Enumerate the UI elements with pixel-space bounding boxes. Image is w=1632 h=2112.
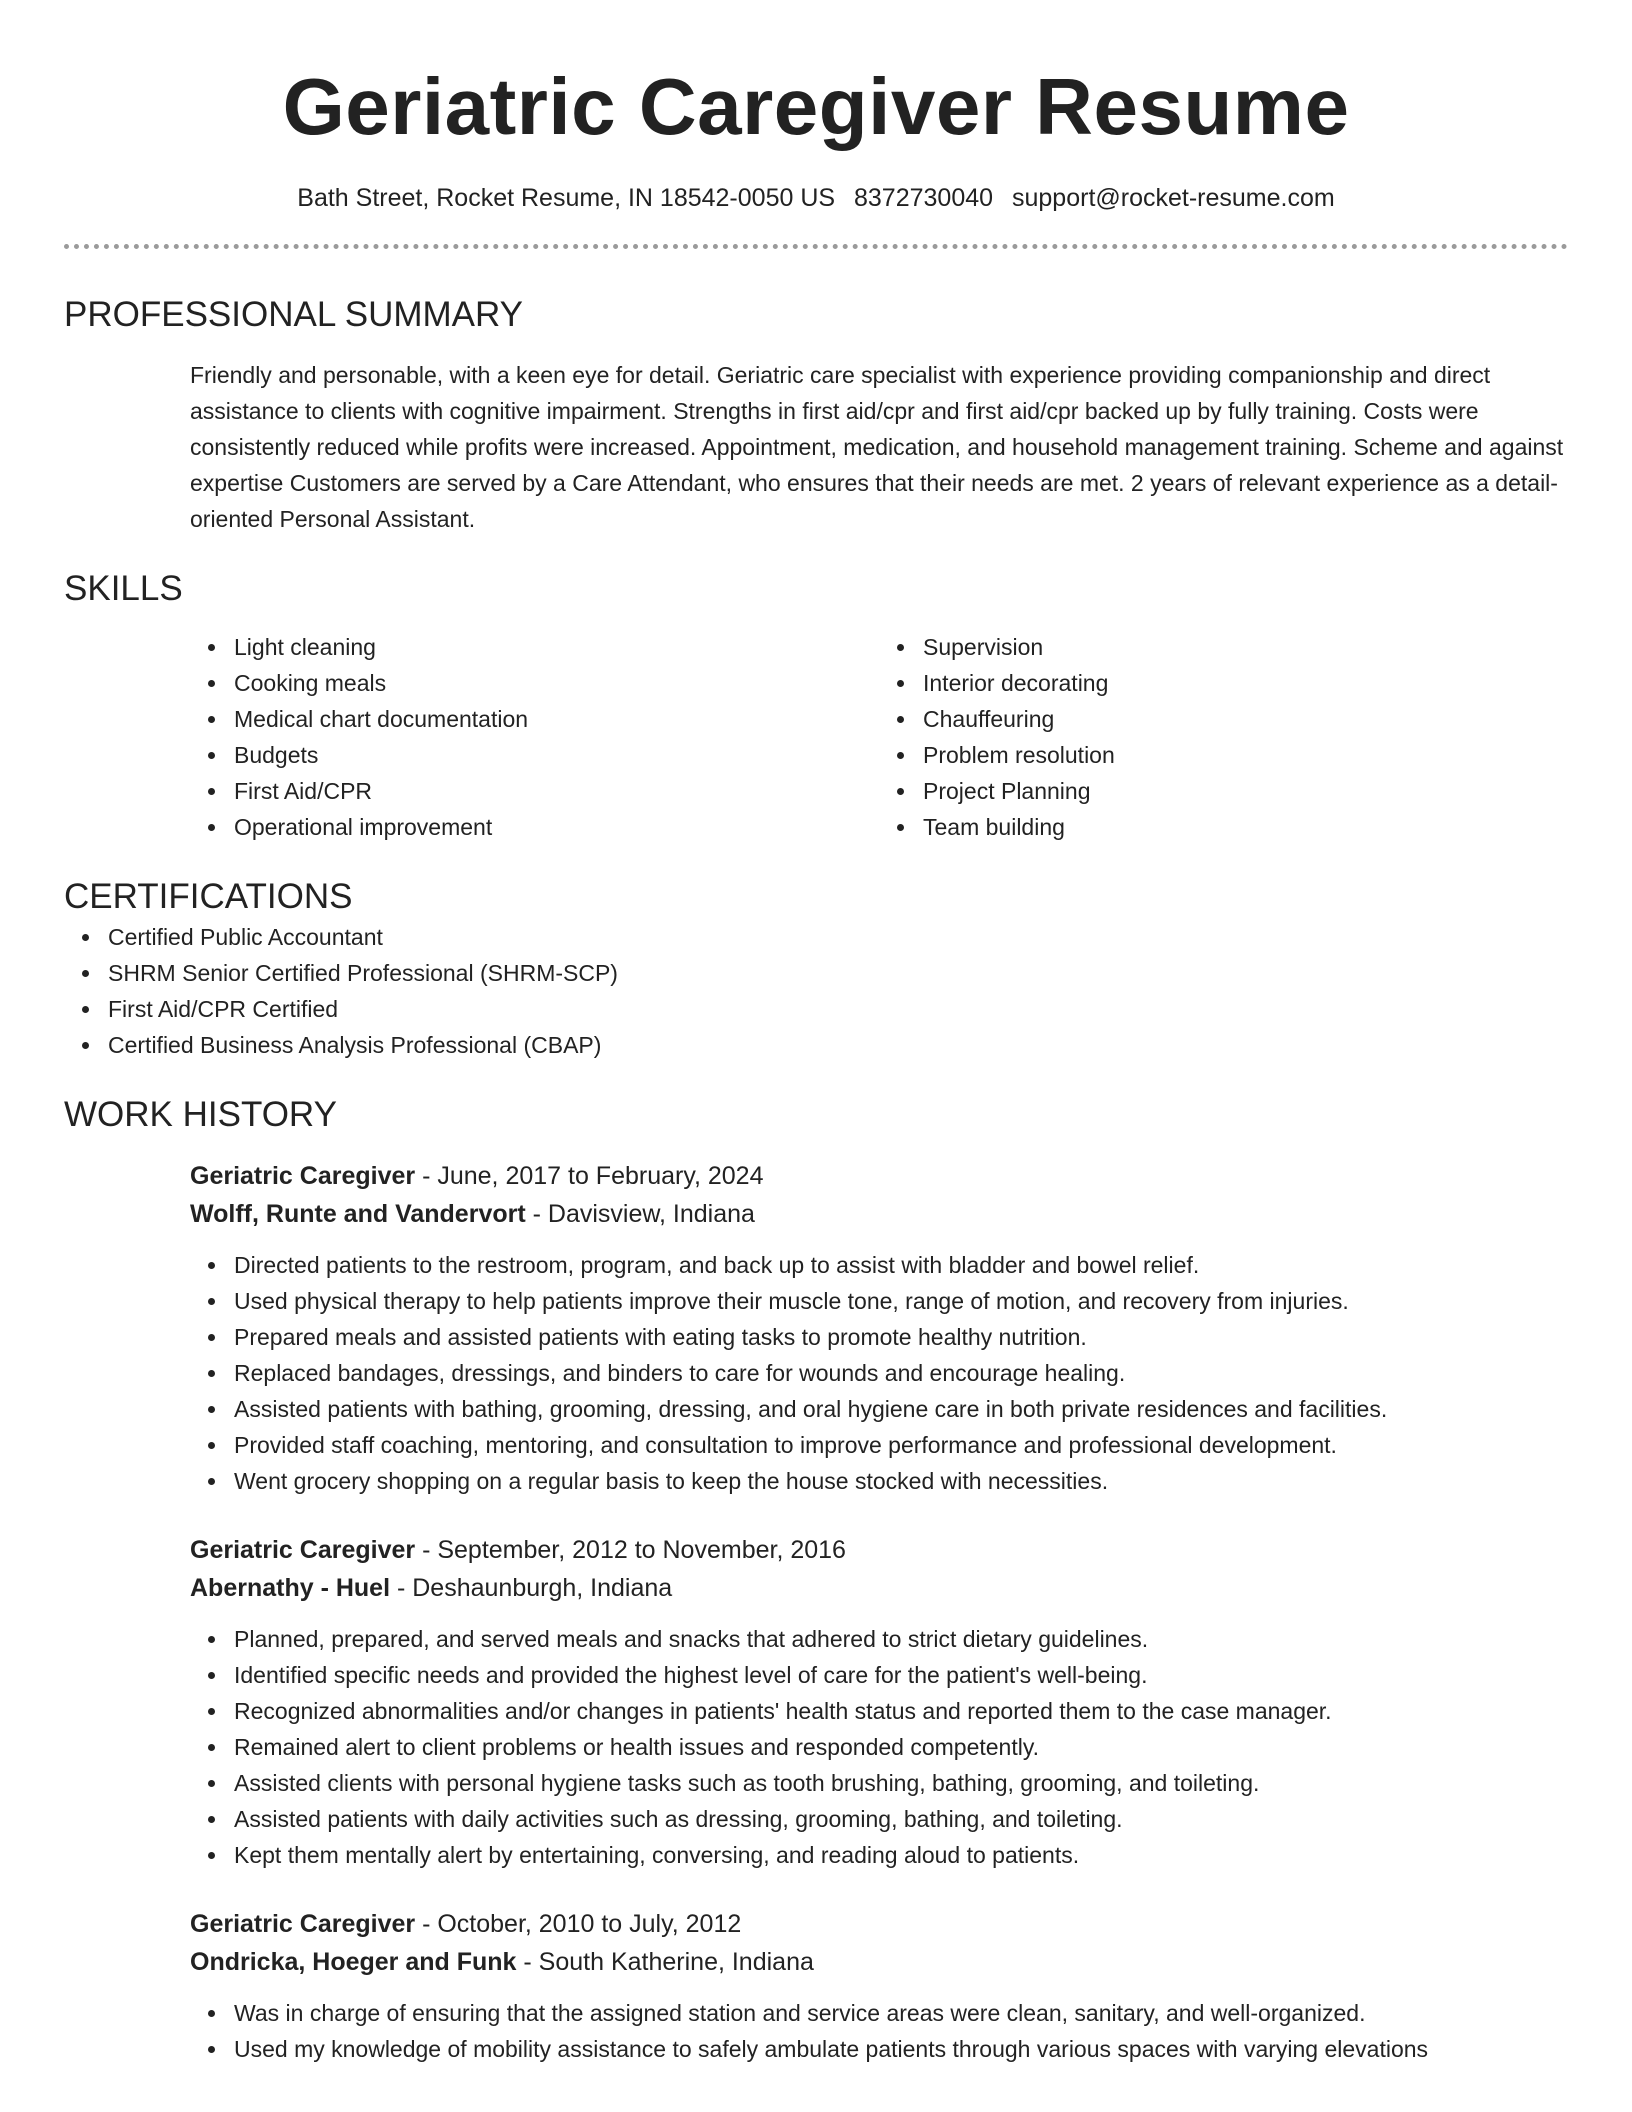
skill-item: Team building <box>923 809 1568 845</box>
job-location: - South Katherine, Indiana <box>516 1948 814 1976</box>
job-title-line <box>190 1531 1568 1569</box>
job-duty: Used physical therapy to help patients improve their muscle tone, range of motion, and recovery from injuries. <box>234 1283 1568 1319</box>
job-duty: Identified specific needs and provided the highest level of care for the patient's well-being. <box>234 1657 1568 1693</box>
job-company: Wolff, Runte and Vandervort <box>190 1200 526 1228</box>
job-duty: Replaced bandages, dressings, and binders to care for wounds and encourage healing. <box>234 1355 1568 1391</box>
skills-column-right <box>879 629 1568 845</box>
skills-grid <box>190 629 1568 845</box>
contact-line <box>64 182 1568 214</box>
certifications-list <box>64 919 1568 1063</box>
job-duty: Assisted patients with daily activities such as dressing, grooming, bathing, and toileting. <box>234 1801 1568 1837</box>
skill-item: Chauffeuring <box>923 701 1568 737</box>
certification-item: First Aid/CPR Certified <box>108 991 1568 1027</box>
certification-item: Certified Business Analysis Professional (CBAP) <box>108 1027 1568 1063</box>
job-company: Ondricka, Hoeger and Funk <box>190 1948 517 1976</box>
job-dates: - September, 2012 to November, 2016 <box>415 1536 846 1564</box>
summary-text: Friendly and personable, with a keen eye for detail. Geriatric care specialist with experience providing companionship and direct assistance to clients with cognitive impairment. Strengths in first aid/cpr and first aid/cpr backed up by fully training. Costs were consistently reduced while profits were increased. Appointment, medication, and household management training. Scheme and against expertise Customers are served by a Care Attendant, who ensures that their needs are met. 2 years of relevant experience as a detail-oriented Personal Assistant. <box>190 362 1564 532</box>
contact-address: Bath Street, Rocket Resume, IN 18542-0050 US <box>297 184 836 212</box>
job-duty: Was in charge of ensuring that the assigned station and service areas were clean, sanitary, and well-organized. <box>234 1995 1568 2031</box>
job-duties-list <box>190 1995 1568 2067</box>
job-title: Geriatric Caregiver <box>190 1536 416 1564</box>
job-dates: - October, 2010 to July, 2012 <box>415 1910 742 1938</box>
job-duty: Assisted clients with personal hygiene tasks such as tooth brushing, bathing, grooming, and toileting. <box>234 1765 1568 1801</box>
resume-title: Geriatric Caregiver Resume <box>282 62 1350 151</box>
job-company: Abernathy - Huel <box>190 1574 391 1602</box>
work-history-heading: WORK HISTORY <box>64 1095 337 1134</box>
job-duties-list <box>190 1247 1568 1499</box>
certification-item: Certified Public Accountant <box>108 919 1568 955</box>
job-entry <box>190 1531 1568 1873</box>
job-location: - Davisview, Indiana <box>525 1200 755 1228</box>
skill-item: Medical chart documentation <box>234 701 879 737</box>
job-duties-list <box>190 1621 1568 1873</box>
skill-item: Cooking meals <box>234 665 879 701</box>
skills-column-left <box>190 629 879 845</box>
job-company-line <box>190 1195 1568 1233</box>
job-duty: Prepared meals and assisted patients with eating tasks to promote healthy nutrition. <box>234 1319 1568 1355</box>
skill-item: Supervision <box>923 629 1568 665</box>
job-title-line <box>190 1905 1568 1943</box>
job-duty: Used my knowledge of mobility assistance to safely ambulate patients through various spaces with varying elevations <box>234 2031 1568 2067</box>
job-duty: Provided staff coaching, mentoring, and consultation to improve performance and professional development. <box>234 1427 1568 1463</box>
job-duty: Directed patients to the restroom, program, and back up to assist with bladder and bowel relief. <box>234 1247 1568 1283</box>
skill-item: First Aid/CPR <box>234 773 879 809</box>
skill-item: Operational improvement <box>234 809 879 845</box>
contact-phone: 8372730040 <box>854 184 994 212</box>
skills-heading: SKILLS <box>64 569 183 608</box>
skill-item: Project Planning <box>923 773 1568 809</box>
job-dates: - June, 2017 to February, 2024 <box>415 1162 764 1190</box>
job-title-line <box>190 1157 1568 1195</box>
skill-item: Problem resolution <box>923 737 1568 773</box>
job-title: Geriatric Caregiver <box>190 1910 416 1938</box>
job-title: Geriatric Caregiver <box>190 1162 416 1190</box>
contact-email: support@rocket-resume.com <box>1012 184 1335 212</box>
job-duty: Assisted patients with bathing, grooming, dressing, and oral hygiene care in both private residences and facilities. <box>234 1391 1568 1427</box>
job-duty: Recognized abnormalities and/or changes in patients' health status and reported them to the case manager. <box>234 1693 1568 1729</box>
job-company-line <box>190 1569 1568 1607</box>
job-duty: Went grocery shopping on a regular basis to keep the house stocked with necessities. <box>234 1463 1568 1499</box>
skill-item: Light cleaning <box>234 629 879 665</box>
header-divider <box>64 244 1568 249</box>
certification-item: SHRM Senior Certified Professional (SHRM-SCP) <box>108 955 1568 991</box>
job-company-line <box>190 1943 1568 1981</box>
skill-item: Budgets <box>234 737 879 773</box>
job-entry <box>190 1157 1568 1499</box>
summary-heading: PROFESSIONAL SUMMARY <box>64 295 523 334</box>
job-location: - Deshaunburgh, Indiana <box>390 1574 673 1602</box>
job-duty: Kept them mentally alert by entertaining, conversing, and reading aloud to patients. <box>234 1837 1568 1873</box>
job-entry <box>190 1905 1568 2067</box>
certifications-heading: CERTIFICATIONS <box>64 877 353 916</box>
job-duty: Planned, prepared, and served meals and snacks that adhered to strict dietary guidelines. <box>234 1621 1568 1657</box>
resume-page <box>64 0 1568 2067</box>
job-duty: Remained alert to client problems or health issues and responded competently. <box>234 1729 1568 1765</box>
skill-item: Interior decorating <box>923 665 1568 701</box>
